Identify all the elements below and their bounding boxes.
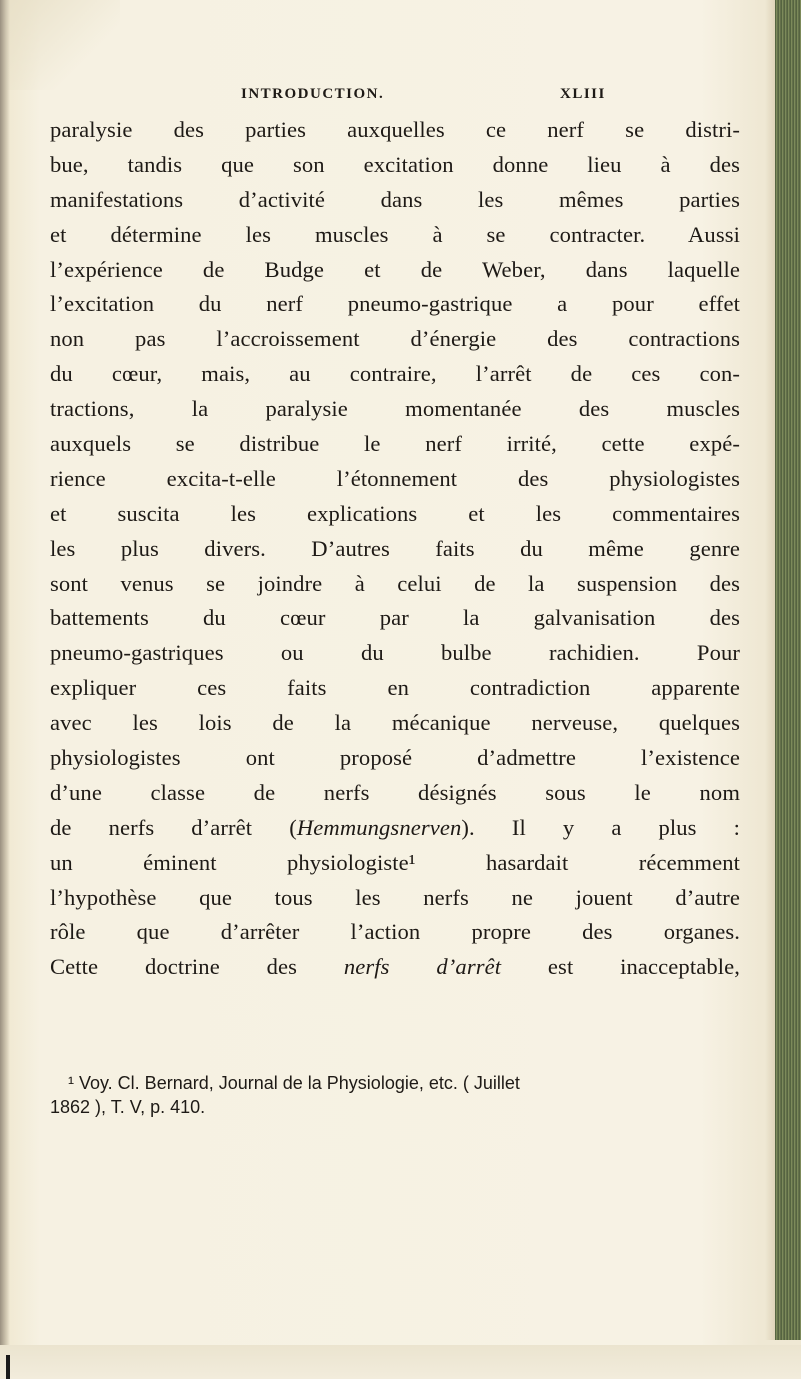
book-cover-edge (775, 0, 801, 1340)
text-line: et suscita les explications et les commentaires (50, 500, 740, 526)
footnote-line: ¹ Voy. Cl. Bernard, Journal de la Physiologie, etc. ( Juillet (68, 1073, 520, 1093)
page-edge-shade (765, 0, 775, 1340)
text-line: rience excita-t-elle l’étonnement des physiologistes (50, 465, 740, 491)
text-line: les plus divers. D’autres faits du même genre (50, 535, 740, 561)
text-line: bue, tandis que son excitation donne lieu à des (50, 151, 740, 177)
text-line: expliquer ces faits en contradiction apparente (50, 675, 740, 701)
text-line: manifestations d’activité dans les mêmes parties (50, 186, 740, 212)
scan-mark (6, 1355, 10, 1379)
text-line: l’hypothèse que tous les nerfs ne jouent d’autre (50, 884, 740, 910)
text-line: avec les lois de la mécanique nerveuse, quelques (50, 710, 740, 736)
body-text (50, 113, 740, 985)
text-line: l’excitation du nerf pneumo-gastrique a pour effet (50, 291, 740, 317)
text-line: tractions, la paralysie momentanée des muscles (50, 396, 740, 422)
page-bottom-edge (0, 1345, 801, 1379)
running-head: INTRODUCTION. (241, 86, 385, 102)
text-line: l’expérience de Budge et de Weber, dans laquelle (50, 256, 740, 282)
footnote (50, 1071, 740, 1119)
text-line: auxquels se distribue le nerf irrité, cette expé- (50, 431, 740, 457)
text-line: paralysie des parties auxquelles ce nerf se distri- (50, 117, 740, 142)
text-line: physiologistes ont proposé d’admettre l’existence (50, 745, 740, 771)
text-line: Cette doctrine des nerfs d’arrêt est inacceptable, (50, 954, 740, 980)
text-line: rôle que d’arrêter l’action propre des organes. (50, 919, 740, 945)
text-line: sont venus se joindre à celui de la suspension des (50, 570, 740, 596)
text-line: d’une classe de nerfs désignés sous le nom (50, 779, 740, 805)
page-number: XLIII (560, 86, 606, 102)
text-line: battements du cœur par la galvanisation des (50, 605, 740, 631)
text-line: du cœur, mais, au contraire, l’arrêt de ces con- (50, 361, 740, 387)
page-header (0, 86, 801, 110)
text-line: et détermine les muscles à se contracter. Aussi (50, 221, 740, 247)
footnote-line: 1862 ), T. V, p. 410. (50, 1097, 206, 1117)
page-corner-shadow (0, 0, 120, 90)
text-line: non pas l’accroissement d’énergie des contractions (50, 326, 740, 352)
text-line: un éminent physiologiste¹ hasardait récemment (50, 849, 740, 875)
text-line: pneumo-gastriques ou du bulbe rachidien. Pour (50, 640, 740, 666)
text-line: de nerfs d’arrêt (Hemmungsnerven). Il y a plus : (50, 814, 740, 840)
binding-shadow (0, 0, 10, 1379)
